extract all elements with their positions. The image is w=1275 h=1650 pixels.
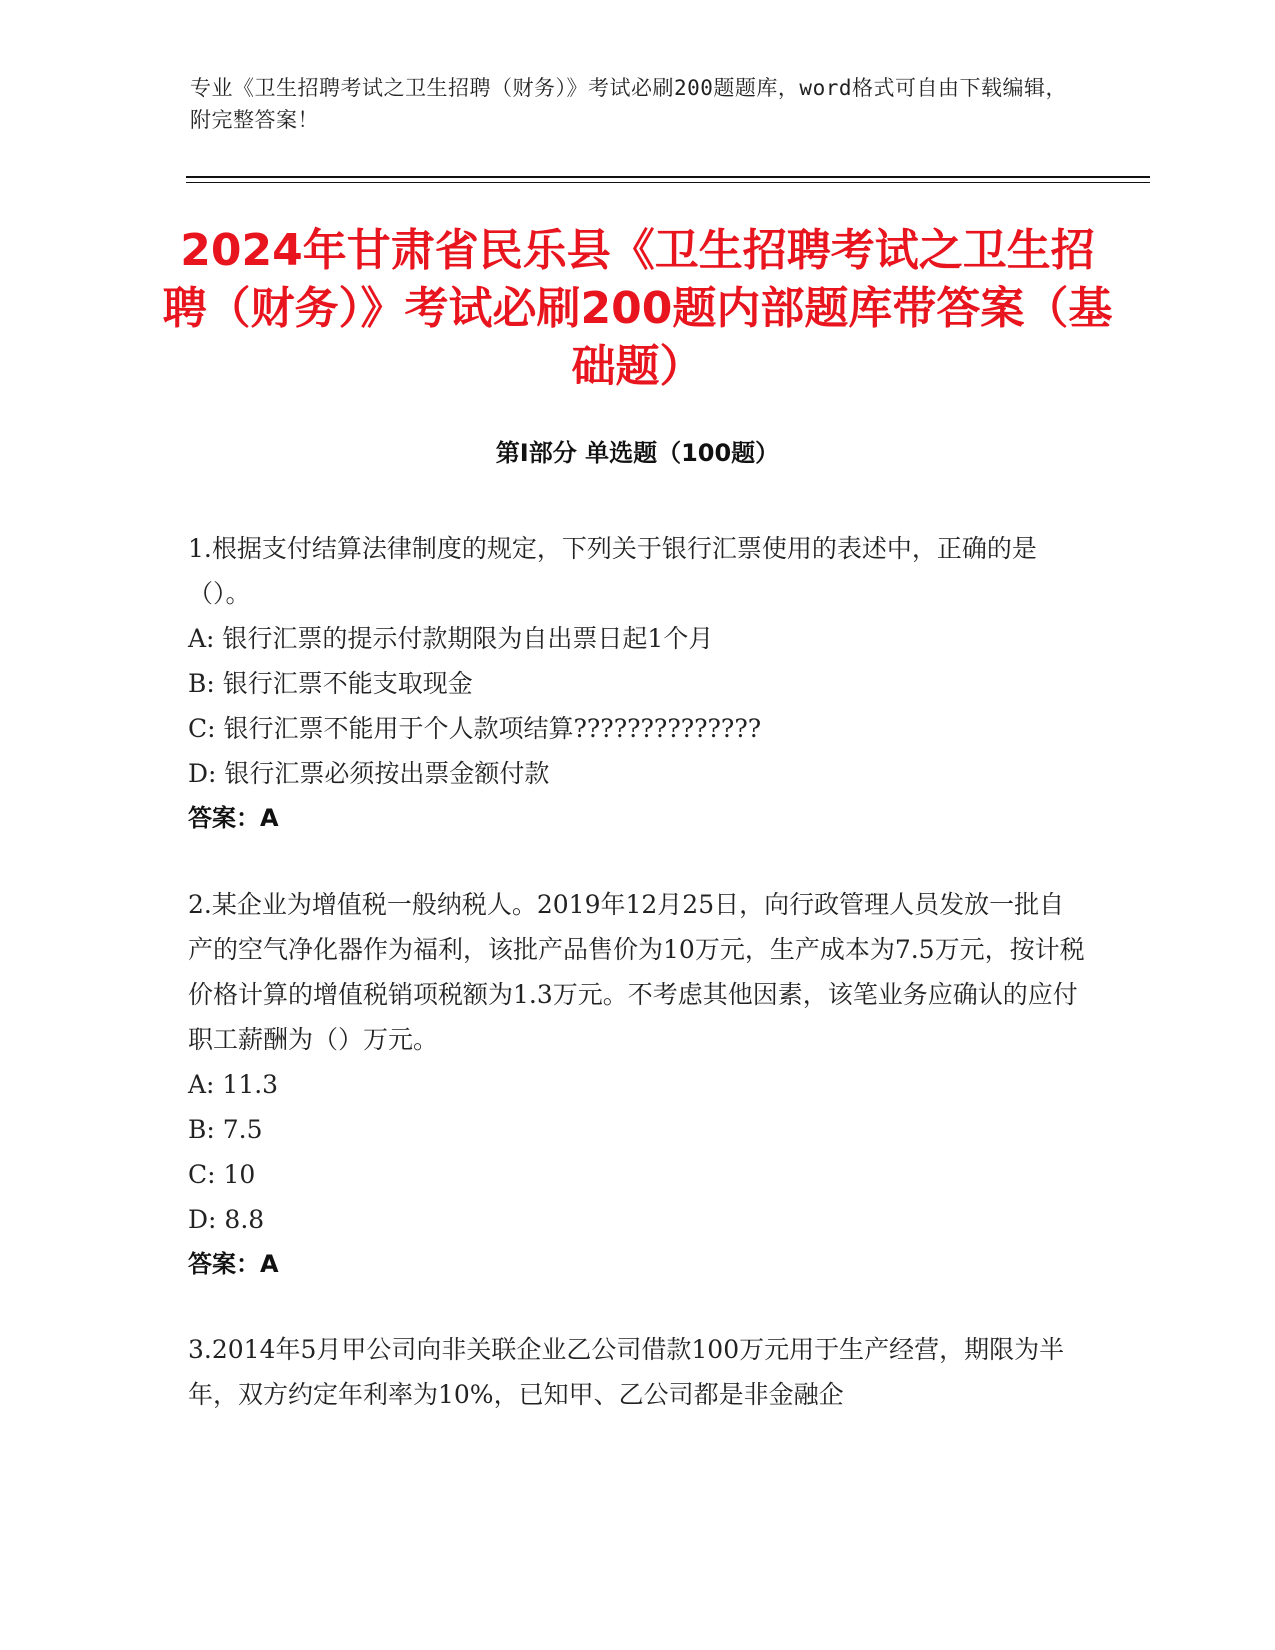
option-d: D: 银行汇票必须按出票金额付款 (188, 759, 550, 788)
option-b: B: 银行汇票不能支取现金 (188, 669, 473, 698)
option-d: D: 8.8 (188, 1205, 265, 1234)
option-a: A: 银行汇票的提示付款期限为自出票日起1个月 (188, 624, 714, 653)
header-divider-thin (186, 182, 1150, 183)
question-1 (188, 526, 1088, 841)
document-title: 2024年甘肃省民乐县《卫生招聘考试之卫生招聘（财务）》考试必刷200题内部题库带答案（基础题） (162, 225, 1113, 392)
option-b: B: 7.5 (188, 1115, 263, 1144)
answer-line: 答案：A (188, 804, 279, 832)
option-c: C: 银行汇票不能用于个人款项结算?????????????? (188, 714, 762, 743)
question-3 (188, 1327, 1088, 1417)
header-divider-thick (186, 176, 1150, 178)
answer-line: 答案：A (188, 1250, 279, 1278)
header-note: 专业《卫生招聘考试之卫生招聘（财务）》考试必刷200题题库，word格式可自由下载编辑，附完整答案！ (190, 76, 1067, 132)
question-stem: 3.2014年5月甲公司向非关联企业乙公司借款100万元用于生产经营，期限为半年，双方约定年利率为10%，已知甲、乙公司都是非金融企 (188, 1335, 1065, 1409)
question-stem: 1.根据支付结算法律制度的规定，下列关于银行汇票使用的表述中，正确的是（）。 (188, 534, 1037, 608)
option-c: C: 10 (188, 1160, 256, 1189)
question-stem: 2.某企业为增值税一般纳税人。2019年12月25日，向行政管理人员发放一批自产的空气净化器作为福利，该批产品售价为10万元，生产成本为7.5万元，按计税价格计算的增值税销项税额为1.3万元。不考虑其他因素，该笔业务应确认的应付职工薪酬为（）万元。 (188, 890, 1085, 1054)
question-2 (188, 882, 1088, 1287)
option-a: A: 11.3 (188, 1070, 279, 1099)
section-heading: 第I部分 单选题（100题） (495, 439, 780, 467)
